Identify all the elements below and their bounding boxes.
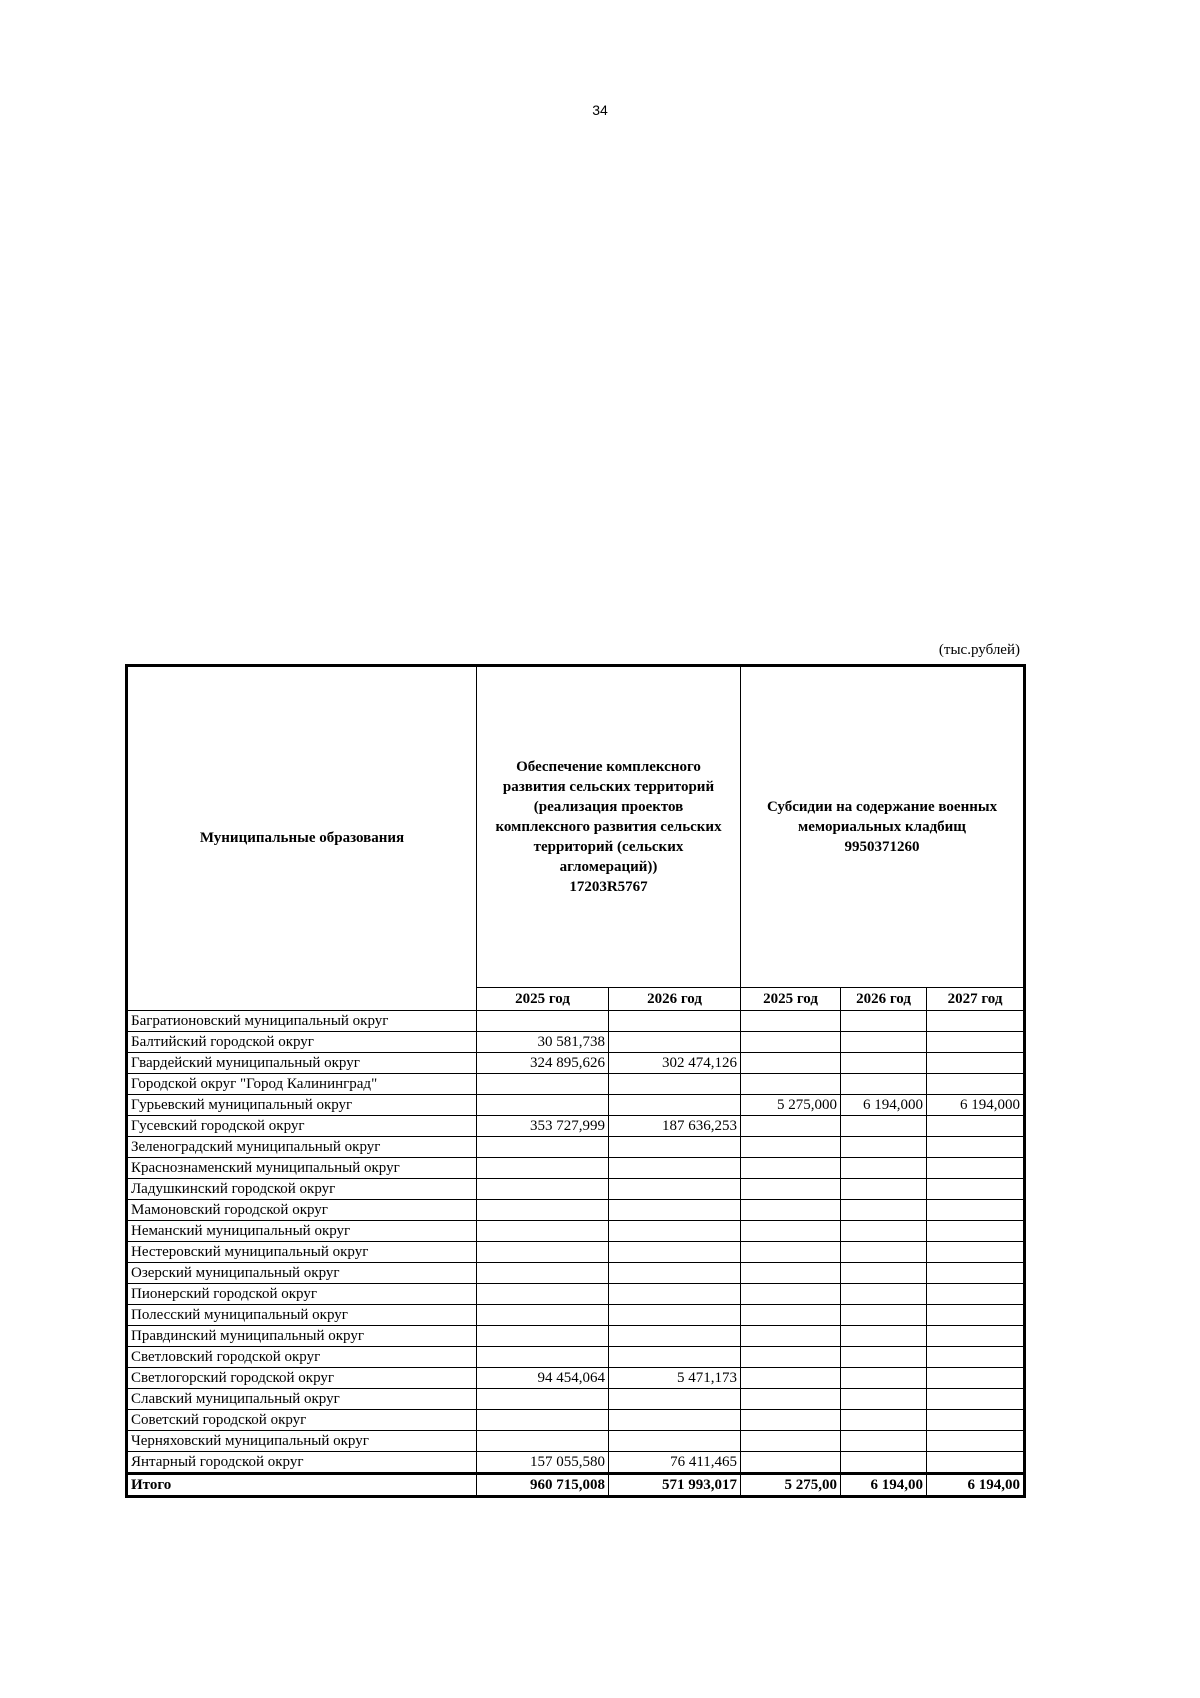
year-header: 2026 год [609, 988, 741, 1011]
total-value: 6 194,00 [927, 1474, 1025, 1497]
rural-development-header-line: агломераций)) [559, 859, 658, 875]
value-cell [609, 1074, 741, 1095]
municipality-name: Озерский муниципальный округ [127, 1263, 477, 1284]
value-cell [609, 1305, 741, 1326]
table-row [127, 1179, 1025, 1200]
table-row [127, 1284, 1025, 1305]
municipality-name: Неманский муниципальный округ [127, 1221, 477, 1242]
value-cell [477, 1095, 609, 1116]
value-cell [477, 1011, 609, 1032]
value-cell [841, 1368, 927, 1389]
value-cell [927, 1431, 1025, 1452]
municipality-name: Янтарный городской округ [127, 1452, 477, 1474]
value-cell [477, 1347, 609, 1368]
value-cell [609, 1011, 741, 1032]
rural-development-header-line: комплексного развития сельских [495, 819, 722, 835]
municipality-name: Балтийский городской округ [127, 1032, 477, 1053]
table-body [127, 1011, 1025, 1497]
value-cell [927, 1137, 1025, 1158]
value-cell [841, 1431, 927, 1452]
rural-development-header-line: 17203R5767 [569, 879, 648, 895]
year-header: 2025 год [477, 988, 609, 1011]
municipality-name: Гвардейский муниципальный округ [127, 1053, 477, 1074]
military-cemeteries-header [741, 666, 1025, 988]
value-cell: 353 727,999 [477, 1116, 609, 1137]
value-cell [841, 1158, 927, 1179]
rural-development-header [477, 666, 741, 988]
value-cell: 324 895,626 [477, 1053, 609, 1074]
total-row [127, 1474, 1025, 1497]
value-cell [927, 1011, 1025, 1032]
year-header: 2026 год [841, 988, 927, 1011]
municipality-column-header: Муниципальные образования [127, 666, 477, 1011]
value-cell [609, 1431, 741, 1452]
value-cell [741, 1452, 841, 1474]
value-cell: 5 471,173 [609, 1368, 741, 1389]
value-cell [927, 1410, 1025, 1431]
value-cell [927, 1284, 1025, 1305]
value-cell [841, 1221, 927, 1242]
municipality-name: Светлогорский городской округ [127, 1368, 477, 1389]
value-cell [741, 1242, 841, 1263]
value-cell [927, 1158, 1025, 1179]
value-cell [841, 1263, 927, 1284]
municipality-name: Ладушкинский городской округ [127, 1179, 477, 1200]
municipality-name: Светловский городской округ [127, 1347, 477, 1368]
value-cell [477, 1137, 609, 1158]
year-header: 2025 год [741, 988, 841, 1011]
value-cell [927, 1221, 1025, 1242]
value-cell [741, 1179, 841, 1200]
value-cell [609, 1032, 741, 1053]
value-cell [609, 1095, 741, 1116]
table-row [127, 1263, 1025, 1284]
total-label: Итого [127, 1474, 477, 1497]
value-cell [841, 1053, 927, 1074]
value-cell [927, 1347, 1025, 1368]
table-row [127, 1032, 1025, 1053]
value-cell [841, 1032, 927, 1053]
municipality-name: Багратионовский муниципальный округ [127, 1011, 477, 1032]
rural-development-header-line: территорий (сельских [533, 839, 684, 855]
value-cell [741, 1410, 841, 1431]
table-row [127, 1095, 1025, 1116]
value-cell [741, 1053, 841, 1074]
value-cell [741, 1011, 841, 1032]
value-cell [741, 1074, 841, 1095]
table-row [127, 1452, 1025, 1474]
value-cell [609, 1137, 741, 1158]
rural-development-header-line: (реализация проектов [533, 799, 684, 815]
value-cell [741, 1221, 841, 1242]
value-cell [841, 1011, 927, 1032]
total-value: 960 715,008 [477, 1474, 609, 1497]
value-cell [927, 1263, 1025, 1284]
page-number: 34 [592, 102, 608, 118]
value-cell [741, 1305, 841, 1326]
municipality-name: Мамоновский городской округ [127, 1200, 477, 1221]
value-cell [927, 1242, 1025, 1263]
municipality-name: Пионерский городской округ [127, 1284, 477, 1305]
table-row [127, 1326, 1025, 1347]
table-row [127, 1389, 1025, 1410]
table-row [127, 1074, 1025, 1095]
value-cell [609, 1263, 741, 1284]
value-cell [477, 1200, 609, 1221]
value-cell: 6 194,000 [841, 1095, 927, 1116]
value-cell [477, 1221, 609, 1242]
municipality-name: Краснознаменский муниципальный округ [127, 1158, 477, 1179]
value-cell [477, 1263, 609, 1284]
value-cell [477, 1410, 609, 1431]
value-cell [841, 1137, 927, 1158]
value-cell [927, 1116, 1025, 1137]
municipality-name: Черняховский муниципальный округ [127, 1431, 477, 1452]
value-cell [477, 1158, 609, 1179]
value-cell [841, 1452, 927, 1474]
value-cell: 187 636,253 [609, 1116, 741, 1137]
value-cell: 302 474,126 [609, 1053, 741, 1074]
value-cell [477, 1431, 609, 1452]
total-value: 571 993,017 [609, 1474, 741, 1497]
value-cell [477, 1305, 609, 1326]
subsidy-table [125, 664, 1026, 1498]
value-cell: 94 454,064 [477, 1368, 609, 1389]
military-cemeteries-header-line: 9950371260 [844, 839, 920, 855]
value-cell [477, 1179, 609, 1200]
table-row [127, 1116, 1025, 1137]
table-row [127, 1200, 1025, 1221]
value-cell [477, 1389, 609, 1410]
table-row [127, 1305, 1025, 1326]
value-cell [927, 1305, 1025, 1326]
total-value: 5 275,00 [741, 1474, 841, 1497]
municipality-name: Славский муниципальный округ [127, 1389, 477, 1410]
military-cemeteries-header-line: мемориальных кладбищ [798, 819, 966, 835]
value-cell [477, 1326, 609, 1347]
rural-development-header-line: Обеспечение комплексного [516, 759, 701, 775]
value-cell [609, 1179, 741, 1200]
value-cell: 6 194,000 [927, 1095, 1025, 1116]
value-cell [609, 1242, 741, 1263]
value-cell [927, 1452, 1025, 1474]
value-cell [927, 1368, 1025, 1389]
value-cell [927, 1326, 1025, 1347]
table-row [127, 1011, 1025, 1032]
value-cell [841, 1200, 927, 1221]
value-cell [741, 1431, 841, 1452]
value-cell [609, 1347, 741, 1368]
value-cell [741, 1116, 841, 1137]
value-cell [609, 1284, 741, 1305]
value-cell [741, 1200, 841, 1221]
municipality-name: Правдинский муниципальный округ [127, 1326, 477, 1347]
value-cell [841, 1410, 927, 1431]
value-cell [841, 1347, 927, 1368]
value-cell [741, 1326, 841, 1347]
value-cell [609, 1221, 741, 1242]
table-row [127, 1053, 1025, 1074]
value-cell [841, 1284, 927, 1305]
value-cell [477, 1074, 609, 1095]
value-cell [927, 1200, 1025, 1221]
value-cell [927, 1389, 1025, 1410]
value-cell [477, 1242, 609, 1263]
municipality-name: Гурьевский муниципальный округ [127, 1095, 477, 1116]
table-row [127, 1158, 1025, 1179]
value-cell [841, 1074, 927, 1095]
value-cell [609, 1326, 741, 1347]
year-header: 2027 год [927, 988, 1025, 1011]
rural-development-header-line: развития сельских территорий [502, 779, 715, 795]
value-cell [741, 1389, 841, 1410]
value-cell [841, 1116, 927, 1137]
value-cell [741, 1158, 841, 1179]
value-cell [609, 1410, 741, 1431]
value-cell [841, 1179, 927, 1200]
value-cell [927, 1074, 1025, 1095]
municipality-name: Гусевский городской округ [127, 1116, 477, 1137]
municipality-name: Городской округ "Город Калининград" [127, 1074, 477, 1095]
value-cell: 157 055,580 [477, 1452, 609, 1474]
table-row [127, 1221, 1025, 1242]
value-cell [609, 1158, 741, 1179]
value-cell [741, 1032, 841, 1053]
value-cell [841, 1326, 927, 1347]
value-cell [741, 1263, 841, 1284]
value-cell: 76 411,465 [609, 1452, 741, 1474]
table-row [127, 1410, 1025, 1431]
value-cell: 30 581,738 [477, 1032, 609, 1053]
municipality-name: Зеленоградский муниципальный округ [127, 1137, 477, 1158]
value-cell [609, 1200, 741, 1221]
value-cell [609, 1389, 741, 1410]
value-cell [841, 1389, 927, 1410]
value-cell [741, 1137, 841, 1158]
municipality-name: Полесский муниципальный округ [127, 1305, 477, 1326]
value-cell [841, 1242, 927, 1263]
value-cell [841, 1305, 927, 1326]
municipality-name: Нестеровский муниципальный округ [127, 1242, 477, 1263]
value-cell [927, 1179, 1025, 1200]
value-cell [741, 1347, 841, 1368]
table-row [127, 1347, 1025, 1368]
table-row [127, 1431, 1025, 1452]
table-row [127, 1137, 1025, 1158]
municipality-name: Советский городской округ [127, 1410, 477, 1431]
value-cell [927, 1032, 1025, 1053]
table-row [127, 1368, 1025, 1389]
value-cell [927, 1053, 1025, 1074]
total-value: 6 194,00 [841, 1474, 927, 1497]
value-cell: 5 275,000 [741, 1095, 841, 1116]
value-cell [741, 1368, 841, 1389]
table-row [127, 1242, 1025, 1263]
value-cell [741, 1284, 841, 1305]
units-label: (тыс.рублей) [938, 642, 1020, 658]
military-cemeteries-header-line: Субсидии на содержание военных [766, 799, 998, 815]
value-cell [477, 1284, 609, 1305]
